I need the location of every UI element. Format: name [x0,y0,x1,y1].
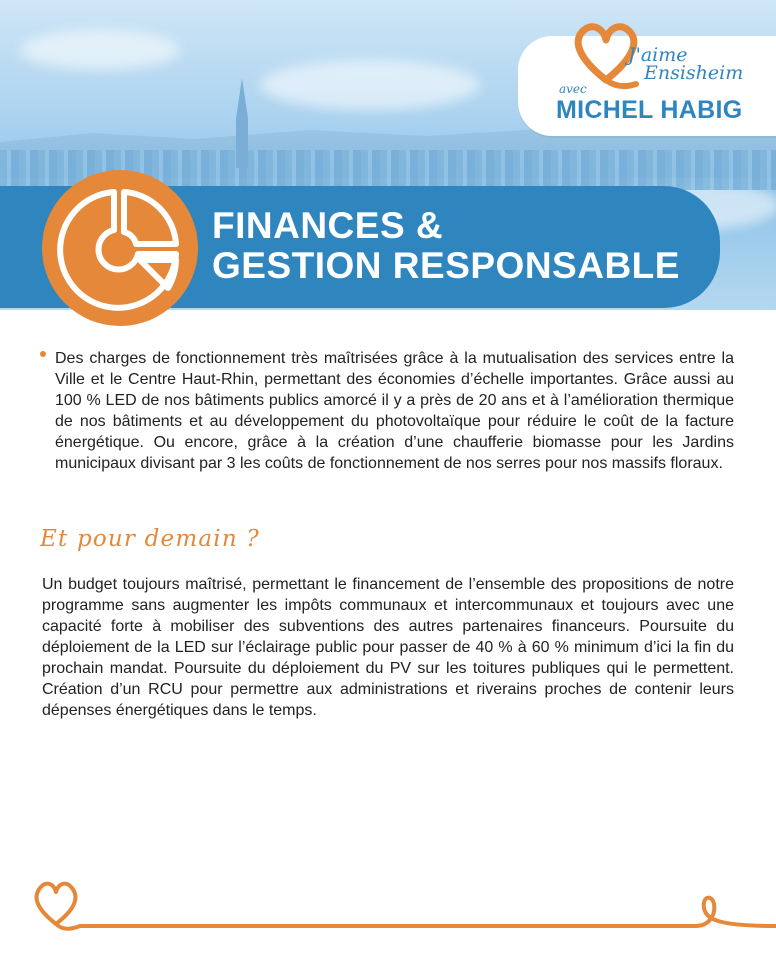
future-paragraph: Un budget toujours maîtrisé, permettant le financement de l’ensemble des propositions de notre programme sans augmenter les impôts communaux et intercommunaux et toujours avec une capacité forte à mobiliser des subventions des autres partenaires financeurs. Poursuite du déploiement de la LED sur l’éclairage public pour passer de 40 % à 60 % minimum d’ici la fin du prochain mandat. Poursuite du déploiement du PV sur les toitures publiques qui le permettent. Création d’un RCU pour permettre aux administrations et riverains proches de contenir leurs dépenses énergétiques dans le temps. [42,576,734,719]
footer-heart-line-icon [0,870,776,960]
logo-candidate-name: MICHEL HABIG [556,96,743,124]
cloud-decoration [260,60,480,110]
bullet-item [40,348,734,474]
logo-slogan-line2: Ensisheim [644,62,744,84]
section-title [212,206,680,286]
section-title-line1: FINANCES & [212,205,444,246]
logo-avec: avec [559,82,587,96]
cloud-decoration [20,30,180,70]
logo-slogan-line1: J'aime [628,44,688,66]
future-heading: Et pour demain ? [40,526,260,552]
section-title-line2: GESTION RESPONSABLE [212,245,680,286]
pie-chart-icon [40,168,200,328]
bullet-text: Des charges de fonctionnement très maîtrisées grâce à la mutualisation des services entre la Ville et le Centre Haut-Rhin, permettant des économies d’échelle importantes. Grâce aussi au 100 % LED de nos bâtiments publics amorcé il y a près de 20 ans et à l’amélioration thermique de nos bâtiments et au développement du photovoltaïque pour réduire le coût de la facture énergétique. Ou encore, grâce à la création d’une chaufferie biomasse pour les Jardins municipaux divisant par 3 les coûts de fonctionnement de nos serres pour nos massifs floraux. [55,350,734,472]
bullet-dot-icon [40,351,46,357]
church-spire [236,78,248,168]
logo-slogan [628,46,743,82]
